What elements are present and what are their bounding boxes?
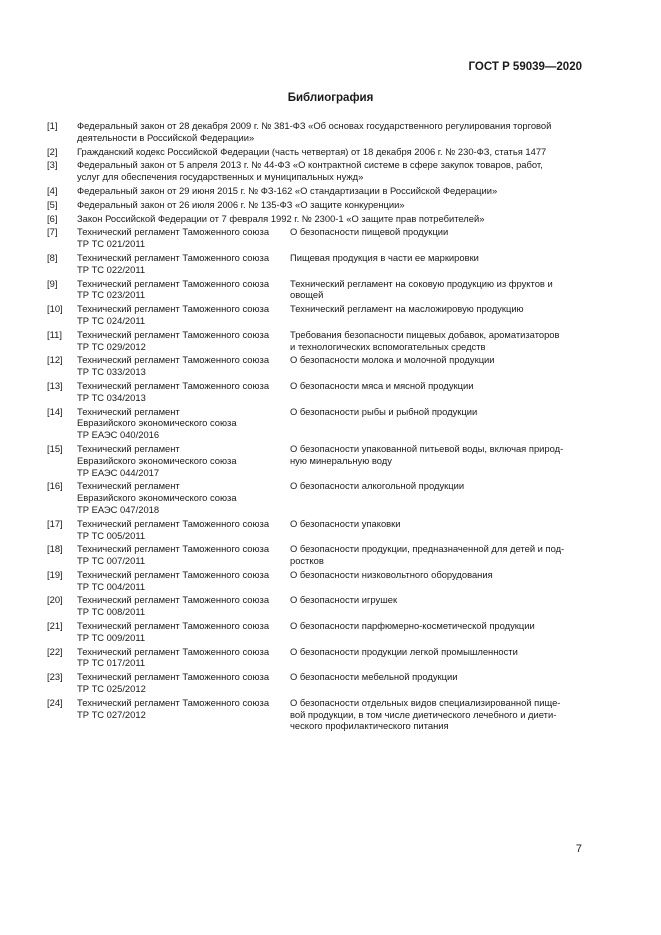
text-line: ТР ТС 007/2011 bbox=[77, 555, 146, 567]
bibliography-entry bbox=[47, 406, 587, 441]
page-number: 7 bbox=[575, 843, 582, 855]
entry-subject bbox=[290, 329, 587, 353]
text-line: О безопасности рыбы и рыбной продукции bbox=[290, 405, 478, 417]
text-line: Евразийского экономического союза bbox=[77, 492, 237, 504]
entry-number: [11] bbox=[47, 328, 62, 340]
entry-number: [15] bbox=[47, 442, 63, 454]
entry-subject bbox=[290, 480, 587, 515]
text-line: О безопасности продукции, предназначенной для детей и под- bbox=[290, 543, 565, 555]
text-line: ТР ТС 022/2011 bbox=[77, 263, 146, 275]
bibliography-entry bbox=[47, 646, 587, 670]
text-line: деятельности в Российской Федерации» bbox=[77, 131, 255, 143]
entry-regulation bbox=[77, 443, 290, 478]
entry-regulation bbox=[77, 480, 290, 515]
text-line: Технический регламент Таможенного союза bbox=[77, 379, 270, 391]
text-line: Федеральный закон от 26 июля 2006 г. № 135-ФЗ «О защите конкуренции» bbox=[77, 198, 405, 210]
text-line: О безопасности отдельных видов специализированной пище- bbox=[290, 696, 561, 708]
text-line: Технический регламент bbox=[77, 480, 180, 492]
text-line: Технический регламент Таможенного союза bbox=[77, 671, 270, 683]
entry-text bbox=[77, 146, 587, 158]
bibliography-entry bbox=[47, 329, 587, 353]
entry-regulation bbox=[77, 620, 290, 644]
bibliography-entry bbox=[47, 480, 587, 515]
text-line: и технологических вспомогательных средств bbox=[290, 340, 486, 352]
entry-number: [24] bbox=[47, 696, 63, 708]
entry-number: [20] bbox=[47, 594, 63, 606]
bibliography-entry bbox=[47, 278, 587, 302]
entry-regulation bbox=[77, 594, 290, 618]
text-line: ТР ТС 029/2012 bbox=[77, 340, 146, 352]
bibliography-entry bbox=[47, 518, 587, 542]
text-line: Закон Российской Федерации от 7 февраля 1992 г. № 2300-1 «О защите прав потребителей» bbox=[77, 212, 485, 224]
text-line: ТР ТС 024/2011 bbox=[77, 314, 146, 326]
entry-subject bbox=[290, 518, 587, 542]
bibliography-entry bbox=[47, 354, 587, 378]
bibliography-entry bbox=[47, 569, 587, 593]
text-line: Федеральный закон от 29 июня 2015 г. № ФЗ-162 «О стандартизации в Российской Федерации» bbox=[77, 184, 498, 196]
text-line: Технический регламент bbox=[77, 442, 180, 454]
bibliography-entry bbox=[47, 443, 587, 478]
text-line: Технический регламент Таможенного союза bbox=[77, 328, 270, 340]
text-line: О безопасности низковольтного оборудования bbox=[290, 568, 493, 580]
bibliography-entry bbox=[47, 303, 587, 327]
page-title: Библиография bbox=[287, 92, 374, 104]
text-line: вой продукции, в том числе диетического лечебного и диети- bbox=[290, 708, 557, 720]
text-line: Технический регламент на масложировую продукцию bbox=[290, 303, 524, 315]
entry-subject bbox=[290, 569, 587, 593]
text-line: ТР ТС 008/2011 bbox=[77, 606, 146, 618]
entry-regulation bbox=[77, 518, 290, 542]
text-line: Технический регламент Таможенного союза bbox=[77, 226, 270, 238]
entry-number: [18] bbox=[47, 543, 63, 555]
entry-number: [23] bbox=[47, 671, 63, 683]
text-line: О безопасности мяса и мясной продукции bbox=[290, 379, 474, 391]
document-code: ГОСТ Р 59039—2020 bbox=[468, 61, 582, 73]
entry-subject bbox=[290, 697, 587, 732]
text-line: Технический регламент Таможенного союза bbox=[77, 517, 270, 529]
entry-number: [6] bbox=[47, 212, 58, 224]
entry-subject bbox=[290, 303, 587, 327]
entry-number: [22] bbox=[47, 645, 63, 657]
entry-subject bbox=[290, 354, 587, 378]
bibliography-entry bbox=[47, 226, 587, 250]
bibliography-entry bbox=[47, 159, 587, 183]
text-line: Технический регламент Таможенного союза bbox=[77, 354, 270, 366]
bibliography-entry bbox=[47, 185, 587, 197]
entry-subject bbox=[290, 543, 587, 567]
text-line: Федеральный закон от 5 апреля 2013 г. № 44-ФЗ «О контрактной системе в сфере закупок товаров, работ, bbox=[77, 159, 543, 171]
bibliography-entry bbox=[47, 146, 587, 158]
entry-regulation bbox=[77, 329, 290, 353]
text-line: Технический регламент Таможенного союза bbox=[77, 620, 270, 632]
text-line: О безопасности упаковки bbox=[290, 517, 401, 529]
entry-regulation bbox=[77, 646, 290, 670]
bibliography-entry bbox=[47, 543, 587, 567]
entry-regulation bbox=[77, 252, 290, 276]
entry-text bbox=[77, 185, 587, 197]
entry-number: [4] bbox=[47, 184, 58, 196]
entry-number: [13] bbox=[47, 379, 63, 391]
text-line: Требования безопасности пищевых добавок, ароматизаторов bbox=[290, 328, 560, 340]
entry-subject bbox=[290, 594, 587, 618]
entry-number: [2] bbox=[47, 145, 58, 157]
text-line: Технический регламент Таможенного союза bbox=[77, 251, 270, 263]
text-line: Федеральный закон от 28 декабря 2009 г. № 381-ФЗ «Об основах государственного регулирования торговой bbox=[77, 120, 552, 131]
text-line: О безопасности игрушек bbox=[290, 594, 398, 606]
entry-number: [21] bbox=[47, 620, 63, 632]
entry-subject bbox=[290, 646, 587, 670]
text-line: ную минеральную воду bbox=[290, 454, 392, 466]
entry-regulation bbox=[77, 226, 290, 250]
entry-subject bbox=[290, 226, 587, 250]
entry-number: [16] bbox=[47, 480, 63, 492]
text-line: Пищевая продукция в части ее маркировки bbox=[290, 251, 479, 263]
text-line: Технический регламент Таможенного союза bbox=[77, 696, 270, 708]
text-line: Технический регламент Таможенного союза bbox=[77, 543, 270, 555]
text-line: ТР ТС 025/2012 bbox=[77, 683, 146, 695]
entry-text bbox=[77, 199, 587, 211]
text-line: Технический регламент Таможенного союза bbox=[77, 594, 270, 606]
entry-subject bbox=[290, 406, 587, 441]
text-line: О безопасности парфюмерно-косметической продукции bbox=[290, 620, 535, 632]
entry-regulation bbox=[77, 543, 290, 567]
text-line: ТР ТС 009/2011 bbox=[77, 631, 146, 643]
entry-number: [5] bbox=[47, 198, 58, 210]
text-line: Технический регламент Таможенного союза bbox=[77, 568, 270, 580]
bibliography-entry bbox=[47, 213, 587, 225]
entry-number: [19] bbox=[47, 568, 63, 580]
text-line: Технический регламент Таможенного союза bbox=[77, 303, 270, 315]
text-line: ческого профилактического питания bbox=[290, 720, 449, 732]
entry-regulation bbox=[77, 406, 290, 441]
entry-number: [8] bbox=[47, 251, 58, 263]
text-line: О безопасности молока и молочной продукции bbox=[290, 354, 495, 366]
entry-number: [17] bbox=[47, 517, 63, 529]
bibliography-entry bbox=[47, 252, 587, 276]
text-line: ТР ТС 027/2012 bbox=[77, 708, 146, 720]
bibliography-list bbox=[47, 120, 587, 734]
bibliography-entry bbox=[47, 199, 587, 211]
bibliography-entry bbox=[47, 380, 587, 404]
bibliography-entry bbox=[47, 620, 587, 644]
text-line: услуг для обеспечения государственных и муниципальных нужд» bbox=[77, 171, 364, 183]
text-line: ТР ТС 034/2013 bbox=[77, 391, 146, 403]
bibliography-entry bbox=[47, 697, 587, 732]
bibliography-entry bbox=[47, 594, 587, 618]
text-line: ТР ЕАЭС 040/2016 bbox=[77, 429, 160, 441]
entry-text bbox=[77, 120, 587, 144]
entry-text bbox=[77, 159, 587, 183]
entry-number: [7] bbox=[47, 226, 58, 238]
entry-regulation bbox=[77, 354, 290, 378]
entry-subject bbox=[290, 252, 587, 276]
text-line: ТР ТС 005/2011 bbox=[77, 529, 146, 541]
text-line: ТР ЕАЭС 044/2017 bbox=[77, 466, 160, 478]
bibliography-entry bbox=[47, 671, 587, 695]
text-line: Евразийского экономического союза bbox=[77, 417, 237, 429]
entry-regulation bbox=[77, 380, 290, 404]
text-line: ростков bbox=[290, 555, 324, 567]
bibliography-entry bbox=[47, 120, 587, 144]
text-line: ТР ТС 023/2011 bbox=[77, 289, 146, 301]
entry-number: [12] bbox=[47, 354, 63, 366]
text-line: Технический регламент на соковую продукцию из фруктов и bbox=[290, 277, 553, 289]
entry-regulation bbox=[77, 569, 290, 593]
text-line: ТР ТС 004/2011 bbox=[77, 580, 146, 592]
entry-regulation bbox=[77, 697, 290, 732]
text-line: ТР ТС 021/2011 bbox=[77, 238, 146, 250]
entry-subject bbox=[290, 278, 587, 302]
entry-text bbox=[77, 213, 587, 225]
text-line: Технический регламент Таможенного союза bbox=[77, 645, 270, 657]
text-line: Технический регламент bbox=[77, 405, 180, 417]
entry-subject bbox=[290, 671, 587, 695]
text-line: овощей bbox=[290, 289, 324, 301]
entry-regulation bbox=[77, 303, 290, 327]
text-line: О безопасности алкогольной продукции bbox=[290, 480, 465, 492]
entry-number: [3] bbox=[47, 159, 58, 171]
entry-number: [14] bbox=[47, 405, 63, 417]
entry-subject bbox=[290, 380, 587, 404]
text-line: ТР ТС 033/2013 bbox=[77, 366, 146, 378]
entry-subject bbox=[290, 620, 587, 644]
text-line: О безопасности мебельной продукции bbox=[290, 671, 458, 683]
text-line: Технический регламент Таможенного союза bbox=[77, 277, 270, 289]
text-line: О безопасности упакованной питьевой воды, включая природ- bbox=[290, 442, 564, 454]
entry-number: [1] bbox=[47, 120, 58, 131]
entry-subject bbox=[290, 443, 587, 478]
text-line: ТР ЕАЭС 047/2018 bbox=[77, 503, 160, 515]
text-line: Гражданский кодекс Российской Федерации (часть четвертая) от 18 декабря 2006 г. № 230-ФЗ, статья 1477 bbox=[77, 145, 547, 157]
entry-number: [10] bbox=[47, 303, 63, 315]
text-line: О безопасности продукции легкой промышленности bbox=[290, 645, 518, 657]
entry-number: [9] bbox=[47, 277, 58, 289]
text-line: О безопасности пищевой продукции bbox=[290, 226, 449, 238]
entry-regulation bbox=[77, 671, 290, 695]
entry-regulation bbox=[77, 278, 290, 302]
text-line: Евразийского экономического союза bbox=[77, 454, 237, 466]
text-line: ТР ТС 017/2011 bbox=[77, 657, 146, 669]
